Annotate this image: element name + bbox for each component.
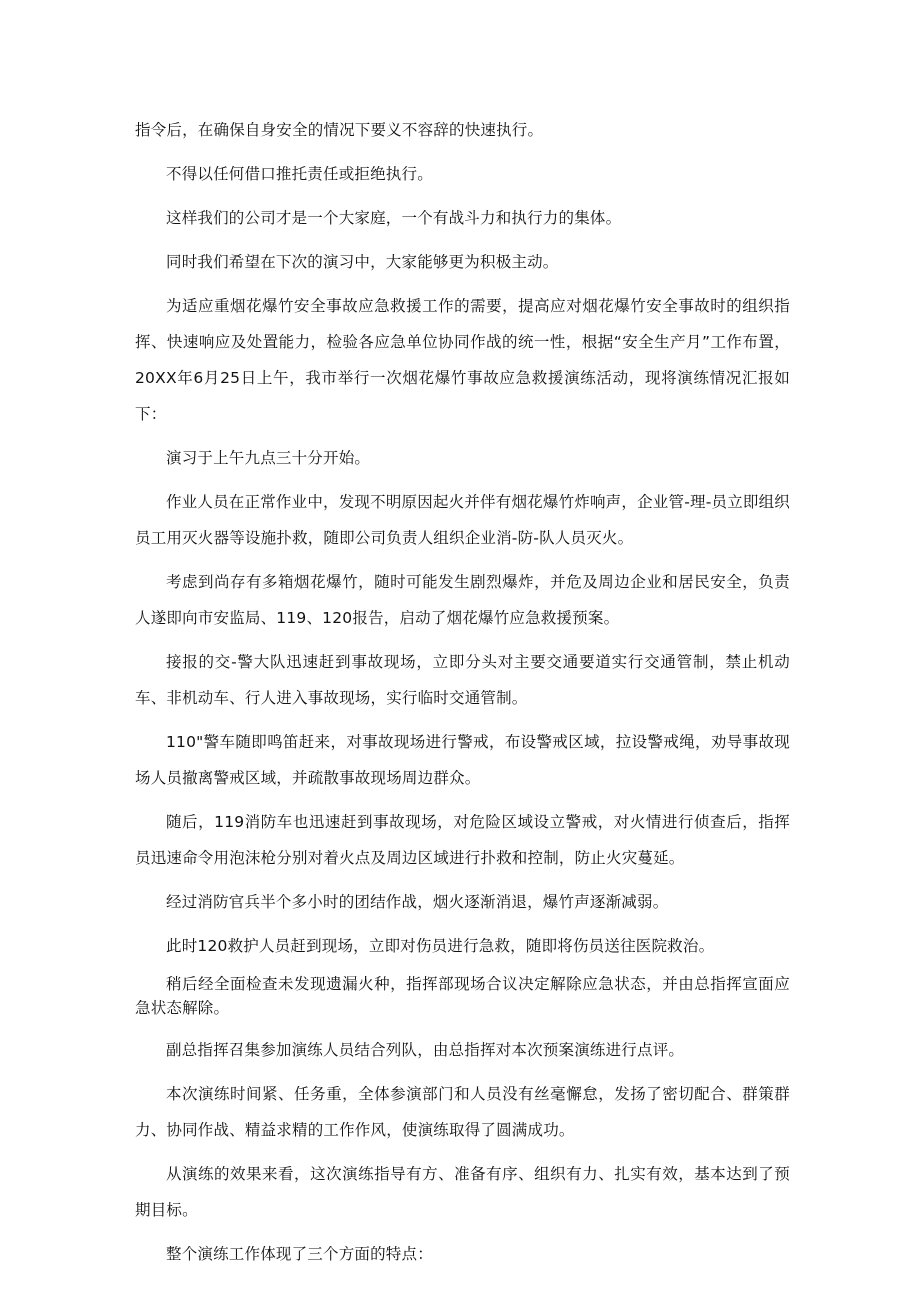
paragraph: 经过消防官兵半个多小时的团结作战，烟火逐渐消退，爆竹声逐渐减弱。 <box>166 893 669 911</box>
paragraph: 作业人员在正常作业中，发现不明原因起火并伴有烟花爆竹炸响声，企业管-理-员立即组织员工用灭火器等设施扑救，随即公司负责人组织企业消-防-队人员灭火。 <box>135 493 790 547</box>
paragraph: 为适应重烟花爆竹安全事故应急救援工作的需要，提高应对烟花爆竹安全事故时的组织指挥、快速响应及处置能力，检验各应急单位协同作战的统一性，根据“安全生产月”工作布置，20XX年6月25日上午，我市举行一次烟花爆竹事故应急救援演练活动，现将演练情况汇报如下： <box>135 297 790 423</box>
paragraph: 110"警车随即鸣笛赶来，对事故现场进行警戒，布设警戒区域，拉设警戒绳，劝导事故现场人员撤离警戒区域，并疏散事故现场周边群众。 <box>135 733 790 787</box>
paragraph: 不得以任何借口推托责任或拒绝执行。 <box>166 165 433 183</box>
paragraph: 整个演练工作体现了三个方面的特点： <box>166 1245 433 1263</box>
paragraph: 稍后经全面检查未发现遗漏火种，指挥部现场合议决定解除应急状态，并由总指挥宣面应急状态解除。 <box>135 975 790 1017</box>
paragraph: 同时我们希望在下次的演习中，大家能够更为积极主动。 <box>166 253 559 271</box>
paragraph: 演习于上午九点三十分开始。 <box>166 449 371 467</box>
paragraph: 考虑到尚存有多箱烟花爆竹，随时可能发生剧烈爆炸，并危及周边企业和居民安全，负责人遂即向市安监局、119、120报告，启动了烟花爆竹应急救援预案。 <box>135 573 790 627</box>
paragraph: 副总指挥召集参加演练人员结合列队，由总指挥对本次预案演练进行点评。 <box>166 1041 685 1059</box>
paragraph: 随后，119消防车也迅速赶到事故现场，对危险区域设立警戒，对火情进行侦查后，指挥员迅速命令用泡沫枪分别对着火点及周边区域进行扑救和控制，防止火灾蔓延。 <box>135 813 790 867</box>
document-body <box>135 112 790 1280</box>
paragraph: 接报的交-警大队迅速赶到事故现场，立即分头对主要交通要道实行交通管制，禁止机动车、非机动车、行人进入事故现场，实行临时交通管制。 <box>135 653 790 707</box>
paragraph: 从演练的效果来看，这次演练指导有方、准备有序、组织有力、扎实有效，基本达到了预期目标。 <box>135 1165 790 1219</box>
paragraph: 指令后，在确保自身安全的情况下要义不容辞的快速执行。 <box>135 121 544 139</box>
paragraph: 这样我们的公司才是一个大家庭，一个有战斗力和执行力的集体。 <box>166 209 622 227</box>
paragraph: 此时120救护人员赶到现场，立即对伤员进行急救，随即将伤员送往医院救治。 <box>166 937 715 955</box>
paragraph: 本次演练时间紧、任务重，全体参演部门和人员没有丝毫懈怠，发扬了密切配合、群策群力、协同作战、精益求精的工作作风，使演练取得了圆满成功。 <box>135 1085 790 1139</box>
